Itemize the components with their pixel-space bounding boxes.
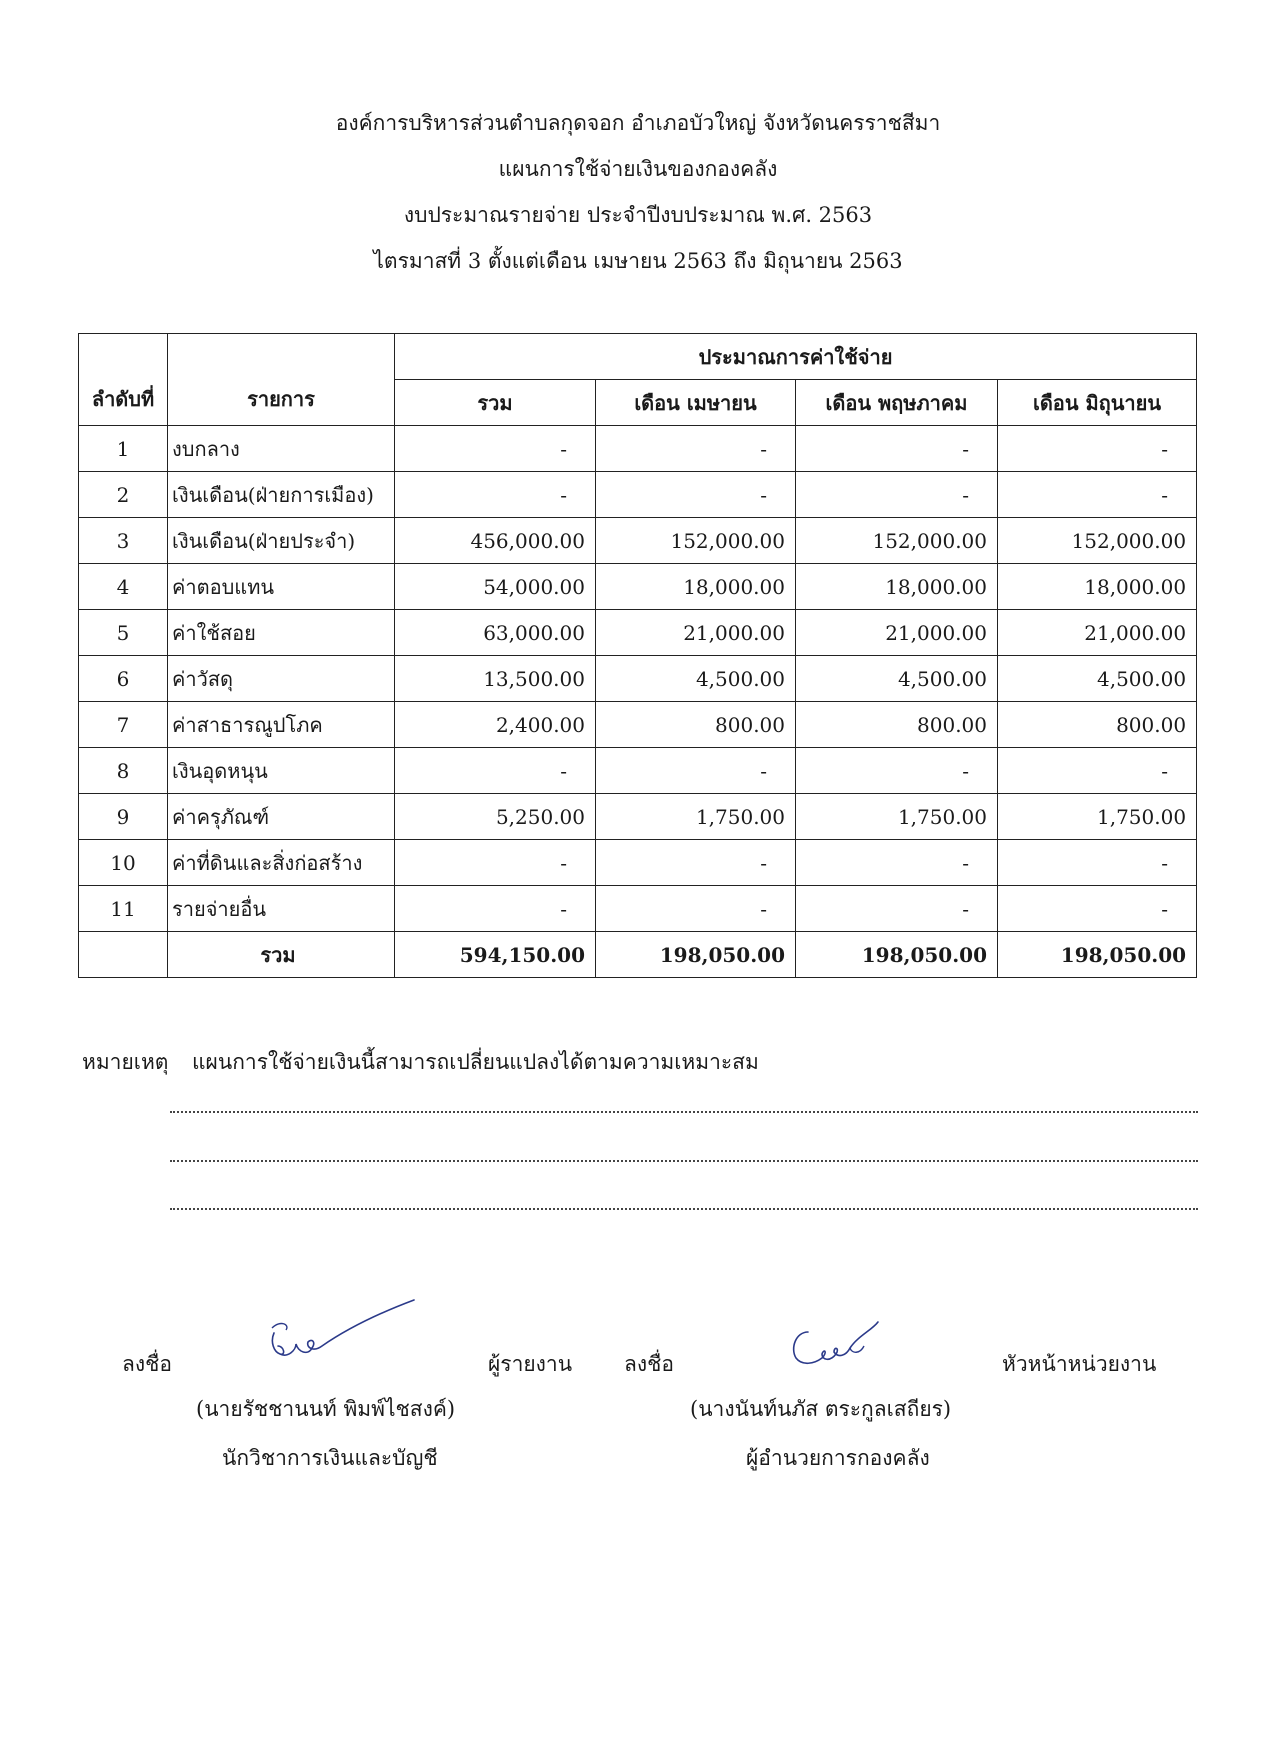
row-item: งบกลาง [168, 426, 395, 472]
table-row [79, 472, 1197, 518]
row-apr-value: 1,750.00 [596, 794, 796, 840]
header-may: เดือน พฤษภาคม [796, 380, 998, 426]
row-may-value: - [796, 472, 998, 518]
row-total-value: - [395, 748, 596, 794]
row-number: 8 [79, 748, 168, 794]
remark [82, 1046, 759, 1079]
header-estimate-group: ประมาณการค่าใช้จ่าย [395, 334, 1197, 380]
row-item: เงินเดือน(ฝ่ายการเมือง) [168, 472, 395, 518]
expense-plan-table [78, 333, 1197, 978]
row-jun-value: - [998, 840, 1197, 886]
right-sign-label: ลงชื่อ [624, 1352, 674, 1376]
row-number: 9 [79, 794, 168, 840]
budget-year: งบประมาณรายจ่าย ประจำปีงบประมาณ พ.ศ. 2563 [403, 203, 873, 227]
row-item: ค่าที่ดินและสิ่งก่อสร้าง [168, 840, 395, 886]
remark-text: แผนการใช้จ่ายเงินนี้สามารถเปลี่ยนแปลงได้ตามความเหมาะสม [192, 1050, 759, 1074]
remark-dotted-line [170, 1160, 1198, 1162]
row-total-value: 13,500.00 [395, 656, 596, 702]
left-handwritten-signature [262, 1298, 424, 1378]
row-number: 7 [79, 702, 168, 748]
row-total-value: 54,000.00 [395, 564, 596, 610]
table-row [79, 748, 1197, 794]
left-role-suffix: ผู้รายงาน [488, 1352, 573, 1376]
row-may-value: - [796, 748, 998, 794]
right-signer-position: ผู้อำนวยการกองคลัง [746, 1446, 930, 1470]
row-item: ค่าตอบแทน [168, 564, 395, 610]
row-item: ค่าสาธารณูปโภค [168, 702, 395, 748]
row-jun-value: 21,000.00 [998, 610, 1197, 656]
quarter-period: ไตรมาสที่ 3 ตั้งแต่เดือน เมษายน 2563 ถึง มิถุนายน 2563 [373, 249, 903, 273]
header-april: เดือน เมษายน [596, 380, 796, 426]
row-total-value: 63,000.00 [395, 610, 596, 656]
row-number: 2 [79, 472, 168, 518]
header-june: เดือน มิถุนายน [998, 380, 1197, 426]
row-total-value: 456,000.00 [395, 518, 596, 564]
row-apr-value: - [596, 426, 796, 472]
table-row [79, 518, 1197, 564]
row-apr-value: - [596, 748, 796, 794]
row-total-value: - [395, 886, 596, 932]
remark-dotted-line [170, 1111, 1198, 1113]
row-item: เงินอุดหนุน [168, 748, 395, 794]
row-jun-value: - [998, 472, 1197, 518]
row-item: เงินเดือน(ฝ่ายประจำ) [168, 518, 395, 564]
row-may-value: - [796, 886, 998, 932]
row-total-value: - [395, 426, 596, 472]
row-number: 11 [79, 886, 168, 932]
row-item: ค่าครุภัณฑ์ [168, 794, 395, 840]
row-jun-value: - [998, 748, 1197, 794]
table-row [79, 426, 1197, 472]
org-name: องค์การบริหารส่วนตำบลกุดจอก อำเภอบัวใหญ่ จังหวัดนครราชสีมา [335, 111, 941, 135]
remark-dotted-line [170, 1208, 1198, 1210]
row-item: รายจ่ายอื่น [168, 886, 395, 932]
table-row [79, 564, 1197, 610]
row-item: ค่าวัสดุ [168, 656, 395, 702]
table-row [79, 794, 1197, 840]
row-apr-value: - [596, 886, 796, 932]
row-apr-value: - [596, 840, 796, 886]
row-number: 1 [79, 426, 168, 472]
row-number: 4 [79, 564, 168, 610]
row-jun-value: 1,750.00 [998, 794, 1197, 840]
row-jun-value: - [998, 426, 1197, 472]
row-apr-value: 152,000.00 [596, 518, 796, 564]
row-may-value: 18,000.00 [796, 564, 998, 610]
right-handwritten-signature [778, 1308, 908, 1380]
row-jun-value: 4,500.00 [998, 656, 1197, 702]
row-apr-value: 800.00 [596, 702, 796, 748]
row-number: 5 [79, 610, 168, 656]
left-signer-name: (นายรัชชานนท์ พิมพ์ไชสงค์) [196, 1397, 456, 1421]
row-total-value: 5,250.00 [395, 794, 596, 840]
left-sign-label: ลงชื่อ [122, 1352, 172, 1376]
total-row [79, 932, 1197, 978]
row-jun-value: 800.00 [998, 702, 1197, 748]
document-title: แผนการใช้จ่ายเงินของกองคลัง [498, 157, 778, 181]
total-apr-value: 198,050.00 [596, 932, 796, 978]
row-total-value: 2,400.00 [395, 702, 596, 748]
row-may-value: 21,000.00 [796, 610, 998, 656]
left-signer-position: นักวิชาการเงินและบัญชี [222, 1446, 438, 1470]
row-may-value: 152,000.00 [796, 518, 998, 564]
row-may-value: 1,750.00 [796, 794, 998, 840]
total-jun-value: 198,050.00 [998, 932, 1197, 978]
table-row [79, 886, 1197, 932]
row-may-value: - [796, 426, 998, 472]
row-jun-value: - [998, 886, 1197, 932]
row-apr-value: - [596, 472, 796, 518]
row-number: 6 [79, 656, 168, 702]
row-item: ค่าใช้สอย [168, 610, 395, 656]
table-row [79, 840, 1197, 886]
row-total-value: - [395, 840, 596, 886]
row-number: 3 [79, 518, 168, 564]
row-jun-value: 152,000.00 [998, 518, 1197, 564]
remark-label: หมายเหตุ [82, 1050, 169, 1074]
total-may-value: 198,050.00 [796, 932, 998, 978]
row-may-value: 4,500.00 [796, 656, 998, 702]
right-role-suffix: หัวหน้าหน่วยงาน [1002, 1352, 1157, 1376]
table-row [79, 656, 1197, 702]
document-header [0, 100, 1276, 284]
total-label: รวม [168, 932, 395, 978]
right-signer-name: (นางนันท์นภัส ตระกูลเสถียร) [690, 1397, 952, 1421]
row-apr-value: 4,500.00 [596, 656, 796, 702]
row-jun-value: 18,000.00 [998, 564, 1197, 610]
row-number: 10 [79, 840, 168, 886]
row-may-value: 800.00 [796, 702, 998, 748]
row-total-value: - [395, 472, 596, 518]
table-row [79, 702, 1197, 748]
header-total: รวม [395, 380, 596, 426]
table-body [79, 426, 1197, 978]
table-row [79, 610, 1197, 656]
row-apr-value: 21,000.00 [596, 610, 796, 656]
header-no: ลำดับที่ [79, 334, 168, 426]
row-may-value: - [796, 840, 998, 886]
total-total-value: 594,150.00 [395, 932, 596, 978]
total-row-blank [79, 932, 168, 978]
header-item: รายการ [168, 334, 395, 426]
row-apr-value: 18,000.00 [596, 564, 796, 610]
